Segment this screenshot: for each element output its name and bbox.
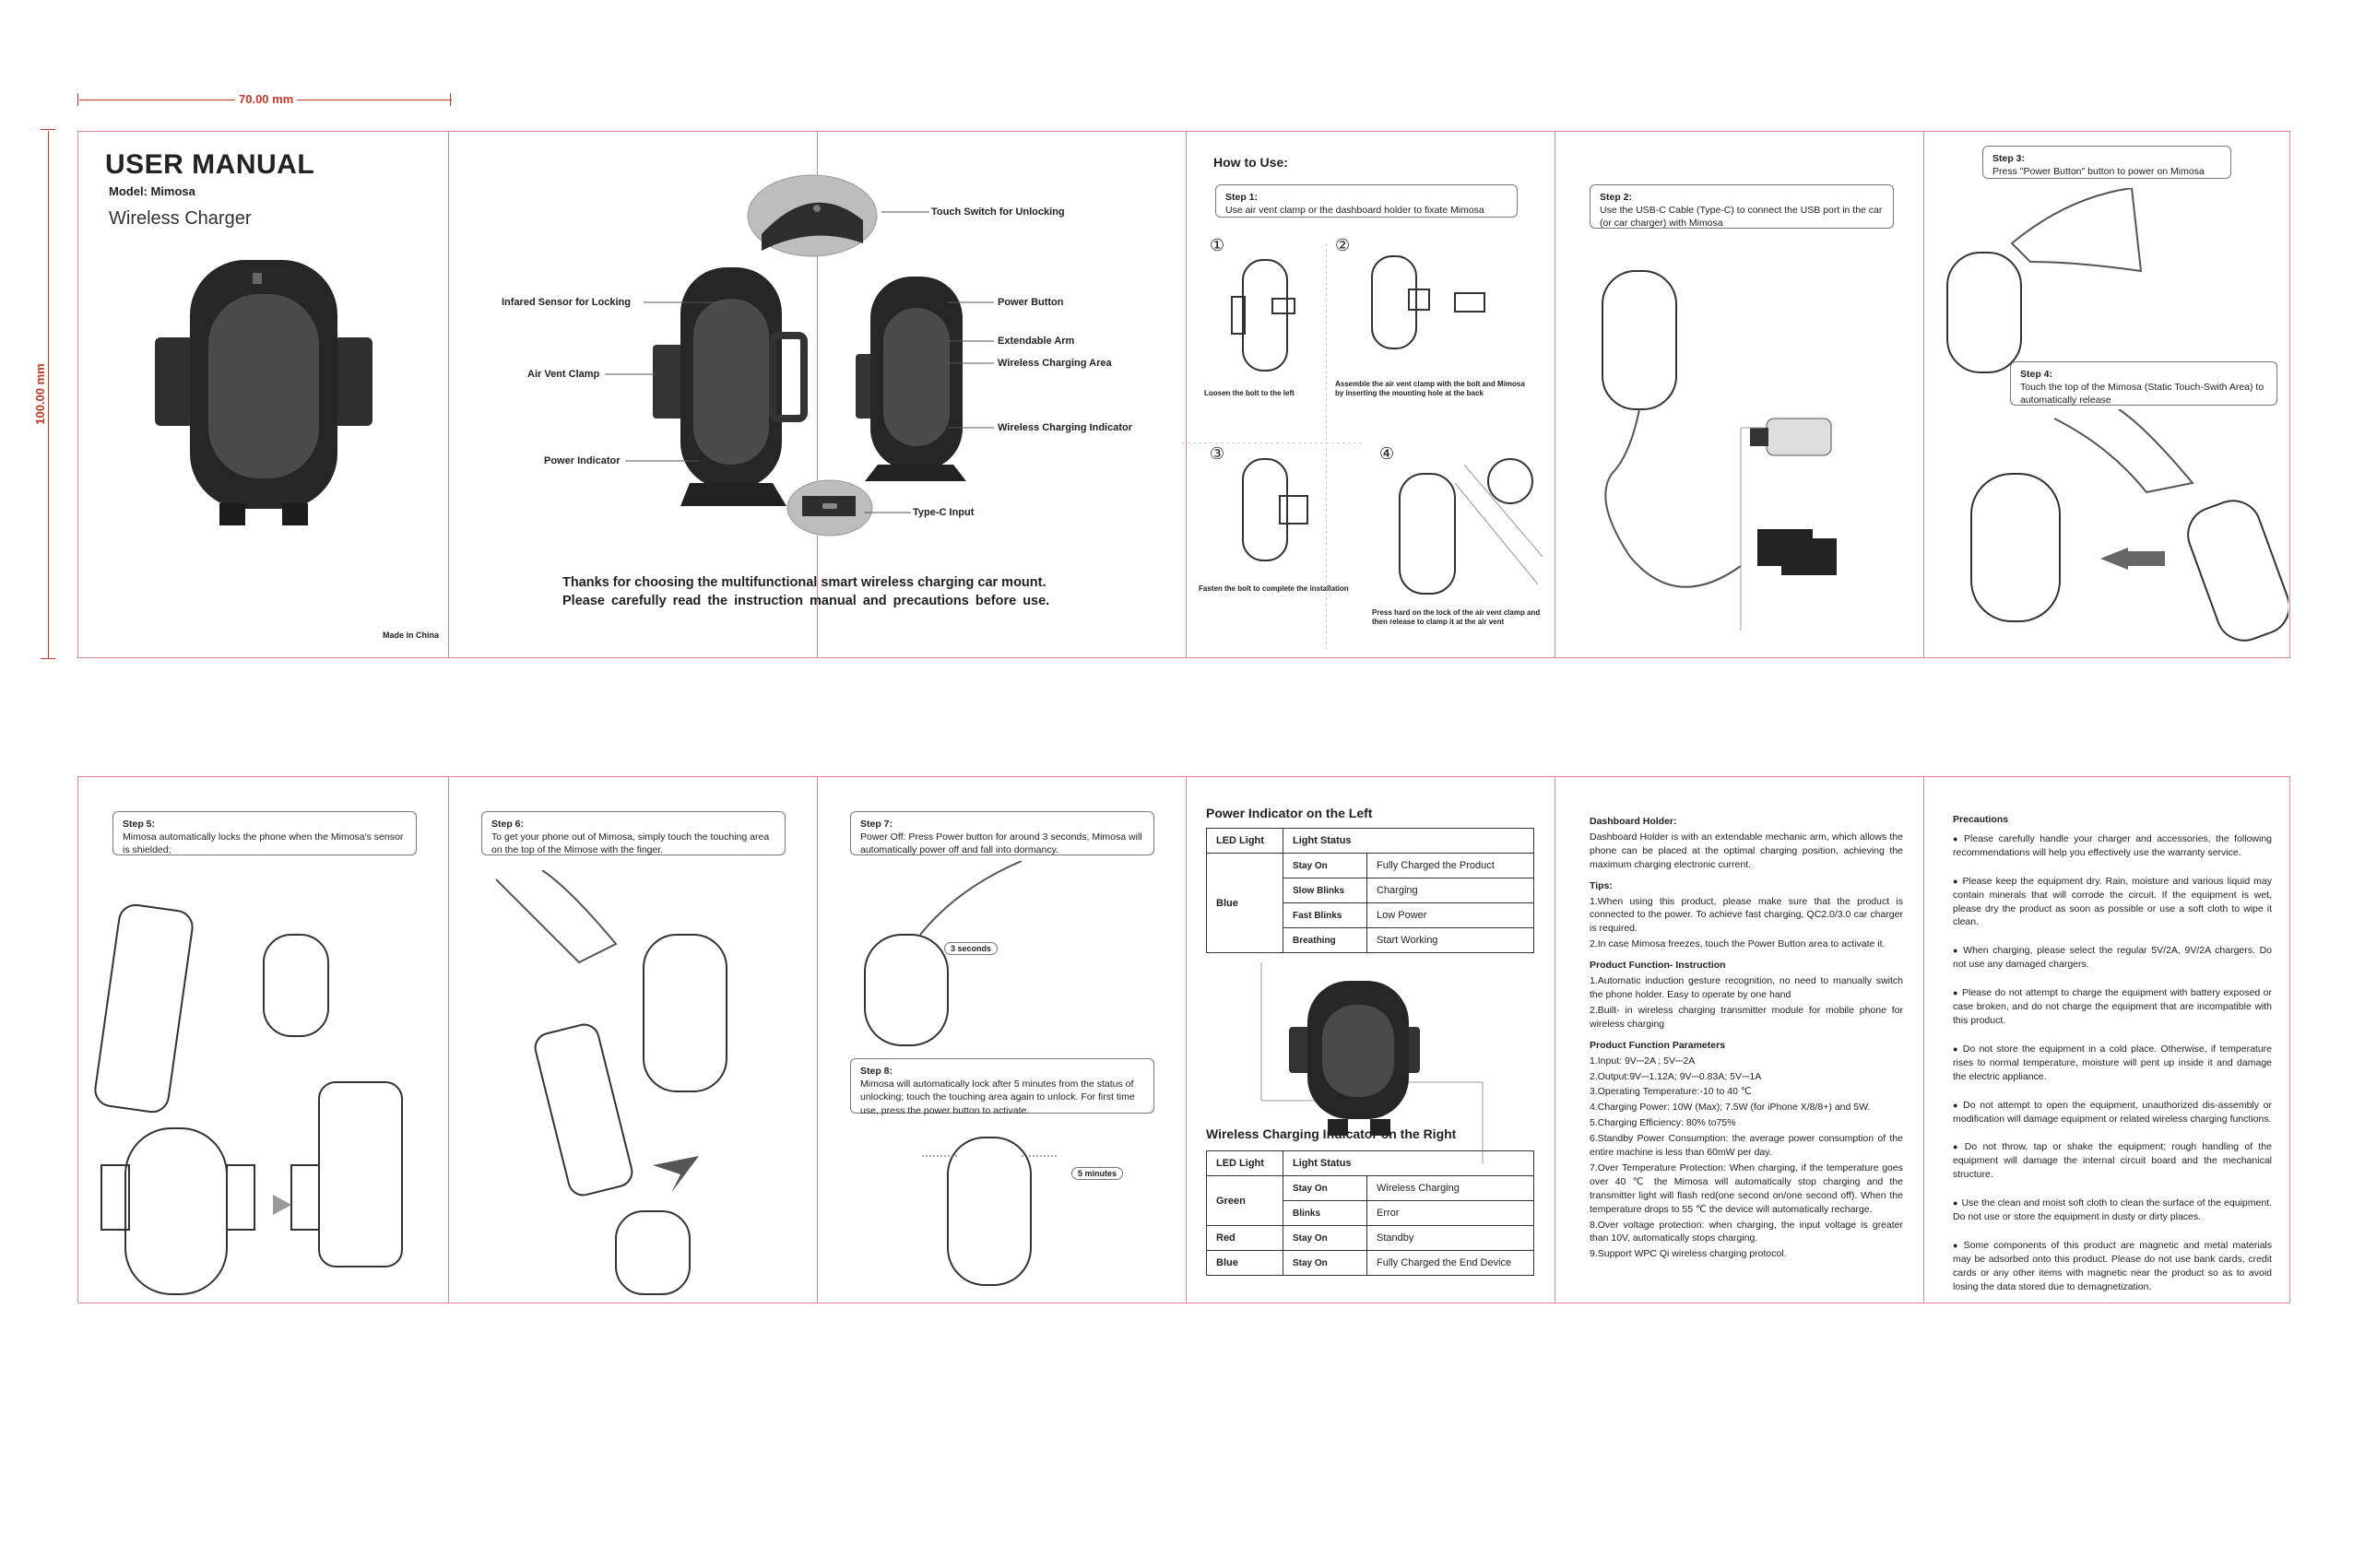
- auto-lock-drawing: [89, 898, 439, 1302]
- usb-connection-drawing: [1575, 262, 1916, 631]
- thanks-line-2: Please carefully read the instruction manual and precautions before use.: [562, 594, 1050, 608]
- specs-panel: [1556, 778, 1921, 1302]
- led-color-cell: Green: [1207, 1176, 1283, 1226]
- thanks-line-1: Thanks for choosing the multifunctional smart wireless charging car mount.: [562, 575, 1046, 590]
- install-caption-2: Assemble the air vent clamp with the bolt and Mimosa by inserting the mounting hole at the back: [1335, 380, 1525, 398]
- step5-title: Step 5:: [123, 819, 156, 830]
- install-caption-4: Press hard on the lock of the air vent clamp and then release to clamp it at the air vent: [1372, 608, 1541, 627]
- install-step-4-drawing: [1372, 446, 1547, 603]
- made-in-label: Made in China: [382, 631, 439, 640]
- parameter-line: 7.Over Temperature Protection: When charging, if the temperature goes over 40 ℃ the Mimosa will automatically stop charging and the transmitter light will flash red(one second on/one second off). When the temperature drops to 55 ℃ the device will automatically recharge.: [1590, 1161, 1903, 1215]
- callout-extendable-arm: Extendable Arm: [998, 336, 1075, 347]
- table-header: LED Light: [1207, 1151, 1283, 1176]
- step6-panel: [450, 778, 815, 1302]
- parameters-title: Product Function Parameters: [1590, 1039, 1726, 1051]
- press-power-drawing: [1929, 188, 2150, 382]
- auto-lock-timer-drawing: [920, 1128, 1058, 1302]
- remove-phone-drawing: [459, 870, 810, 1302]
- led-color-cell: Blue: [1207, 854, 1283, 953]
- auto-release-drawing: [1934, 409, 2288, 656]
- step8-text: Mimosa will automatically lock after 5 minutes from the status of unlocking; touch the touching area again to unlock. For first time use, press the power button to activate.: [860, 1079, 1135, 1116]
- table-cell: Blinks: [1283, 1201, 1367, 1226]
- parameter-line: 4.Charging Power: 10W (Max); 7.5W (for iPhone X/8/8+) and 5W.: [1590, 1102, 1871, 1114]
- step1-title: Step 1:: [1225, 192, 1259, 203]
- step6-title: Step 6:: [491, 819, 525, 830]
- table-cell: Breathing: [1283, 928, 1367, 953]
- install-step-1-drawing: [1215, 253, 1307, 382]
- fold-line: [448, 131, 449, 658]
- list-item: ● When charging, please select the regular 5V/2A, 9V/2A chargers. Do not use any damaged chargers.: [1953, 944, 2272, 972]
- table-cell: Fast Blinks: [1283, 903, 1367, 928]
- parameter-line: 5.Charging Efficiency: 80% to75%: [1590, 1117, 1736, 1129]
- list-item: ● Do not store the equipment in a cold place. Otherwise, if temperature rises to normal temperature, moisture will pent up inside it and damage the electric appliance.: [1953, 1043, 2272, 1084]
- list-item: ● Please keep the equipment dry. Rain, moisture and various liquid may contain minerals that will corrode the circuit. If the equipment is wet, please dry the product as soon as possible or use a soft cloth to wipe it clean.: [1953, 875, 2272, 930]
- step4-title: Step 4:: [2020, 369, 2053, 380]
- step5-panel: [79, 778, 448, 1302]
- step6-text: To get your phone out of Mimosa, simply touch the touching area on the top of the Mimose with the finger.: [491, 831, 770, 856]
- fold-line: [1923, 131, 1924, 658]
- power-indicator-table: [1206, 828, 1534, 953]
- callout-charging-area: Wireless Charging Area: [998, 358, 1112, 369]
- parameter-line: 2.Output:9V⎓1.12A; 9V⎓0.83A; 5V⎓1A: [1590, 1070, 1762, 1082]
- table-cell: Stay On: [1283, 1226, 1367, 1251]
- dashboard-title: Dashboard Holder:: [1590, 816, 1677, 827]
- table-cell: Stay On: [1283, 1251, 1367, 1276]
- step2-panel: [1556, 133, 1921, 656]
- figure-number-4: ④: [1379, 444, 1395, 463]
- step2-title: Step 2:: [1600, 192, 1633, 203]
- callout-typec: Type-C Input: [913, 507, 975, 518]
- table-header: Light Status: [1283, 1151, 1534, 1176]
- divider: [1182, 442, 1363, 443]
- table-cell: Low Power: [1367, 903, 1534, 928]
- tips-title: Tips:: [1590, 879, 1613, 891]
- table-header: LED Light: [1207, 829, 1283, 854]
- callout-touch-switch: Touch Switch for Unlocking: [931, 206, 1065, 218]
- parameter-line: 3.Operating Temperature:-10 to 40 ℃: [1590, 1086, 1752, 1098]
- callout-power-indicator: Power Indicator: [544, 455, 621, 466]
- five-minutes-badge: 5 minutes: [1071, 1167, 1123, 1180]
- charger-product-image: [144, 253, 384, 529]
- model-name: Model: Mimosa: [109, 184, 195, 198]
- fold-line: [1186, 776, 1187, 1303]
- product-subtitle: Wireless Charger: [109, 208, 252, 229]
- step4-text: Touch the top of the Mimosa (Static Touch-Swith Area) to automatically release: [2020, 382, 2264, 407]
- list-item: ● Please carefully handle your charger and accessories, the following recommendations will help you effectively use the warranty service.: [1953, 832, 2272, 860]
- step8-box: [850, 1058, 1154, 1114]
- precautions-title: Precautions: [1953, 814, 2009, 825]
- function-2: 2.Built- in wireless charging transmitter module for mobile phone for wireless charging: [1590, 1004, 1903, 1030]
- callout-power-button: Power Button: [998, 297, 1064, 308]
- wireless-indicator-table: [1206, 1150, 1534, 1276]
- function-title: Product Function- Instruction: [1590, 960, 1726, 972]
- step5-text: Mimosa automatically locks the phone when the Mimosa's sensor is shielded;: [123, 831, 404, 856]
- specs-text: [1590, 815, 1903, 1263]
- tip-1: 1.When using this product, please make sure that the product is connected to the power. To achieve fast charging, QC2.0/3.0 car charger is required.: [1590, 895, 1903, 935]
- precautions-text: [1953, 813, 2272, 1309]
- list-item: ● Do not throw, tap or shake the equipment; rough handling of the equipment will damage the internal circuit board and the mechanical structure.: [1953, 1140, 2272, 1182]
- install-step-2-drawing: [1344, 253, 1529, 354]
- table-cell: Standby: [1367, 1226, 1534, 1251]
- step4-box: [2010, 361, 2277, 406]
- fold-line: [1923, 776, 1924, 1303]
- width-label: 70.00 mm: [235, 92, 297, 106]
- step1-text: Use air vent clamp or the dashboard holder to fixate Mimosa: [1225, 205, 1484, 217]
- table-cell: Error: [1367, 1201, 1534, 1226]
- install-caption-1: Loosen the bolt to the left: [1204, 389, 1295, 397]
- step2-text: Use the USB-C Cable (Type-C) to connect the USB port in the car (or car charger) with Mimosa: [1600, 205, 1883, 230]
- list-item: ● Use the clean and moist soft cloth to clean the surface of the equipment. Do not use or store the equipment in dusty or dirty places.: [1953, 1197, 2272, 1224]
- list-item: ● Some components of this product are magnetic and metal materials may be adsorbed onto this product. Please do not use bank cards, credit cards or any other items with magnetic near the product so as to avoid losing the data stored due to demagnetization.: [1953, 1239, 2272, 1294]
- figure-number-3: ③: [1210, 444, 1225, 463]
- parameter-line: 9.Support WPC Qi wireless charging protocol.: [1590, 1248, 1787, 1260]
- three-seconds-badge: 3 seconds: [944, 942, 998, 955]
- step7-title: Step 7:: [860, 819, 893, 830]
- step3-title: Step 3:: [1992, 153, 2026, 164]
- dashboard-text: Dashboard Holder is with an extendable mechanic arm, which allows the phone can be placed at the optimal charging position, achieving the maximum charging electronic current.: [1590, 831, 1903, 870]
- step1-box: [1215, 184, 1518, 218]
- cover-panel: [79, 133, 448, 656]
- table-header: Light Status: [1283, 829, 1534, 854]
- function-1: 1.Automatic induction gesture recognition, no need to manually switch the phone holder. Easy to operate by one hand: [1590, 975, 1903, 1000]
- step7-box: [850, 811, 1154, 855]
- parameter-line: 6.Standby Power Consumption: the average power consumption of the entire machine is less than 60mW per day.: [1590, 1133, 1903, 1159]
- figure-number-2: ②: [1335, 236, 1351, 254]
- callout-charging-indicator: Wireless Charging Indicator: [998, 422, 1132, 433]
- fold-line: [1186, 131, 1187, 658]
- list-item: ● Please do not attempt to charge the equipment with battery exposed or case broken, and do not charge the equipment that are incompatible with this product.: [1953, 986, 2272, 1028]
- wireless-indicator-title: Wireless Charging Indicator on the Right: [1206, 1126, 1457, 1141]
- step3-box: [1982, 146, 2231, 179]
- step8-title: Step 8:: [860, 1066, 893, 1077]
- step3-text: Press "Power Button" button to power on Mimosa: [1992, 166, 2205, 178]
- tip-2: 2.In case Mimosa freezes, touch the Power Button area to activate it.: [1590, 938, 1886, 950]
- step3-4-panel: [1925, 133, 2288, 656]
- callout-air-vent: Air Vent Clamp: [527, 369, 600, 380]
- table-cell: Charging: [1367, 878, 1534, 903]
- how-to-panel: [1188, 133, 1553, 656]
- table-cell: Stay On: [1283, 854, 1367, 878]
- parameter-line: 8.Over voltage protection: when charging, the input voltage is greater than 10V, automatically stops charging.: [1590, 1219, 1903, 1244]
- step7-text: Power Off: Press Power button for around 3 seconds, Mimosa will automatically power off and fall into dormancy.: [860, 831, 1142, 856]
- table-cell: Fully Charged the End Device: [1367, 1251, 1534, 1276]
- precautions-panel: [1925, 778, 2288, 1302]
- table-cell: Fully Charged the Product: [1367, 854, 1534, 878]
- power-indicator-title: Power Indicator on the Left: [1206, 806, 1373, 820]
- table-cell: Slow Blinks: [1283, 878, 1367, 903]
- step2-box: [1590, 184, 1894, 229]
- led-color-cell: Blue: [1207, 1251, 1283, 1276]
- install-caption-3: Fasten the bolt to complete the installation: [1199, 584, 1349, 593]
- step6-box: [481, 811, 786, 855]
- callout-infrared: Infared Sensor for Locking: [502, 297, 631, 308]
- parameter-line: 1.Input: 9V⎓2A ; 5V⎓2A: [1590, 1055, 1696, 1067]
- list-item: ● Do not attempt to open the equipment, unauthorized dis-assembly or modification will damage equipment or related wireless charging functions.: [1953, 1099, 2272, 1126]
- led-color-cell: Red: [1207, 1226, 1283, 1251]
- precautions-list: [1953, 832, 2272, 1294]
- how-to-title: How to Use:: [1213, 155, 1288, 170]
- manual-title: USER MANUAL: [105, 149, 315, 180]
- table-cell: Stay On: [1283, 1176, 1367, 1201]
- step7-8-panel: [819, 778, 1184, 1302]
- table-cell: Wireless Charging: [1367, 1176, 1534, 1201]
- install-step-3-drawing: [1215, 446, 1317, 575]
- table-cell: Start Working: [1367, 928, 1534, 953]
- indicator-panel: [1188, 778, 1553, 1302]
- step5-box: [112, 811, 417, 855]
- fold-line: [448, 776, 449, 1303]
- power-off-drawing: [846, 861, 1040, 1055]
- overview-panel: [450, 133, 1184, 656]
- figure-number-1: ①: [1210, 236, 1225, 254]
- fold-line: [817, 776, 818, 1303]
- height-label: 100.00 mm: [33, 360, 47, 429]
